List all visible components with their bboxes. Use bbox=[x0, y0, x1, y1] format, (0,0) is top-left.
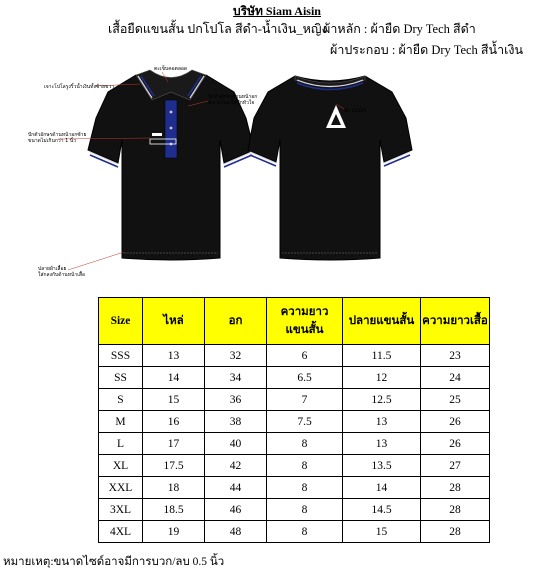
table-cell: 6 bbox=[267, 345, 343, 367]
column-header: Size bbox=[99, 298, 143, 345]
table-cell: 8 bbox=[267, 455, 343, 477]
table-cell: 25 bbox=[421, 389, 490, 411]
table-cell: 44 bbox=[205, 477, 267, 499]
back-shirt bbox=[248, 76, 412, 260]
column-header: ความยาว แขนสั้น bbox=[267, 298, 343, 345]
table-cell: 8 bbox=[267, 521, 343, 543]
shirt-illustration bbox=[0, 58, 554, 298]
table-cell: 14 bbox=[343, 477, 421, 499]
size-table bbox=[98, 297, 490, 543]
table-cell: 15 bbox=[143, 389, 205, 411]
callout-line: ขนาดไม่เกินกว่า 1 นิ้ว bbox=[28, 138, 77, 144]
column-header: ไหล่ bbox=[143, 298, 205, 345]
table-row bbox=[99, 477, 490, 499]
hem-callout bbox=[38, 263, 85, 278]
column-header: ความยาวเสื้อ bbox=[421, 298, 490, 345]
table-cell: 14.5 bbox=[343, 499, 421, 521]
footnote: หมายเหตุ:ขนาดไซด์อาจมีการบวก/ลบ 0.5 นิ้ว bbox=[3, 556, 225, 568]
table-cell: 18 bbox=[143, 477, 205, 499]
table-cell: 13 bbox=[343, 433, 421, 455]
chest-logo-callout bbox=[28, 131, 86, 144]
table-cell: XL bbox=[99, 455, 143, 477]
table-cell: 23 bbox=[421, 345, 490, 367]
table-row bbox=[99, 367, 490, 389]
table-cell: 28 bbox=[421, 521, 490, 543]
table-cell: 12 bbox=[343, 367, 421, 389]
table-cell: 15 bbox=[343, 521, 421, 543]
table-cell: 38 bbox=[205, 411, 267, 433]
callout-line: ใส่กลงกับด้านหน้าเสื้อ bbox=[38, 272, 85, 278]
table-cell: 19 bbox=[143, 521, 205, 543]
product-name: เสื้อยืดแขนสั้น ปกโปโล สีดำ-น้ำเงิน_หญิง bbox=[108, 22, 328, 36]
table-cell: 3XL bbox=[99, 499, 143, 521]
callout-line: ขนาดใหญ่ใส่ซีกหัวใจ bbox=[208, 100, 255, 106]
table-cell: S bbox=[99, 389, 143, 411]
back-logo-callout: ปัก LOGO bbox=[344, 108, 367, 114]
table-cell: 7 bbox=[267, 389, 343, 411]
table-cell: 28 bbox=[421, 499, 490, 521]
table-cell: 8 bbox=[267, 477, 343, 499]
callout-line: ปลายผ้าเลื้อย bbox=[38, 266, 67, 272]
table-row bbox=[99, 389, 490, 411]
table-cell: 13.5 bbox=[343, 455, 421, 477]
table-cell: M bbox=[99, 411, 143, 433]
table-cell: 26 bbox=[421, 433, 490, 455]
table-cell: 16 bbox=[143, 411, 205, 433]
table-cell: 28 bbox=[421, 477, 490, 499]
table-row bbox=[99, 345, 490, 367]
company-name: บริษัท Siam Aisin bbox=[233, 4, 321, 18]
table-cell: 13 bbox=[143, 345, 205, 367]
table-cell: 24 bbox=[421, 367, 490, 389]
table-cell: 34 bbox=[205, 367, 267, 389]
chest-callout bbox=[208, 93, 257, 106]
table-cell: 26 bbox=[421, 411, 490, 433]
table-row bbox=[99, 455, 490, 477]
table-cell: 4XL bbox=[99, 521, 143, 543]
size-table-body bbox=[99, 345, 490, 543]
table-cell: 6.5 bbox=[267, 367, 343, 389]
table-cell: 8 bbox=[267, 433, 343, 455]
table-cell: 18.5 bbox=[143, 499, 205, 521]
blue-line-callout: เจาะโปโลรูงริ้วน้ำเงินทั้งซ้ายขวา bbox=[44, 84, 115, 90]
table-cell: 17.5 bbox=[143, 455, 205, 477]
table-row bbox=[99, 499, 490, 521]
table-cell: 7.5 bbox=[267, 411, 343, 433]
main-fabric: ผ้าหลัก : ผ้ายืด Dry Tech สีดำ bbox=[323, 22, 476, 36]
table-cell: 14 bbox=[143, 367, 205, 389]
table-cell: 46 bbox=[205, 499, 267, 521]
callout-line: ปักตัวอักษรด้านหน้าอก bbox=[208, 94, 258, 100]
table-cell: 11.5 bbox=[343, 345, 421, 367]
table-cell: SS bbox=[99, 367, 143, 389]
table-row bbox=[99, 521, 490, 543]
table-cell: 12.5 bbox=[343, 389, 421, 411]
size-table-header bbox=[99, 298, 490, 345]
table-cell: XXL bbox=[99, 477, 143, 499]
table-cell: 8 bbox=[267, 499, 343, 521]
table-cell: 32 bbox=[205, 345, 267, 367]
table-row bbox=[99, 433, 490, 455]
table-cell: 17 bbox=[143, 433, 205, 455]
table-cell: 48 bbox=[205, 521, 267, 543]
table-cell: 42 bbox=[205, 455, 267, 477]
table-cell: 36 bbox=[205, 389, 267, 411]
table-cell: 13 bbox=[343, 411, 421, 433]
table-cell: SSS bbox=[99, 345, 143, 367]
table-row bbox=[99, 411, 490, 433]
table-cell: 27 bbox=[421, 455, 490, 477]
callout-line: ปักตัวอักษรด้านหน้าอกซ้าย bbox=[28, 132, 87, 138]
column-header: อก bbox=[205, 298, 267, 345]
column-header: ปลายแขนสั้น bbox=[343, 298, 421, 345]
table-cell: L bbox=[99, 433, 143, 455]
accent-fabric: ผ้าประกอบ : ผ้ายืด Dry Tech สีน้ำเงิน bbox=[330, 43, 524, 57]
collar-callout: ตะเข็บคอตลอด bbox=[154, 66, 188, 72]
table-cell: 40 bbox=[205, 433, 267, 455]
